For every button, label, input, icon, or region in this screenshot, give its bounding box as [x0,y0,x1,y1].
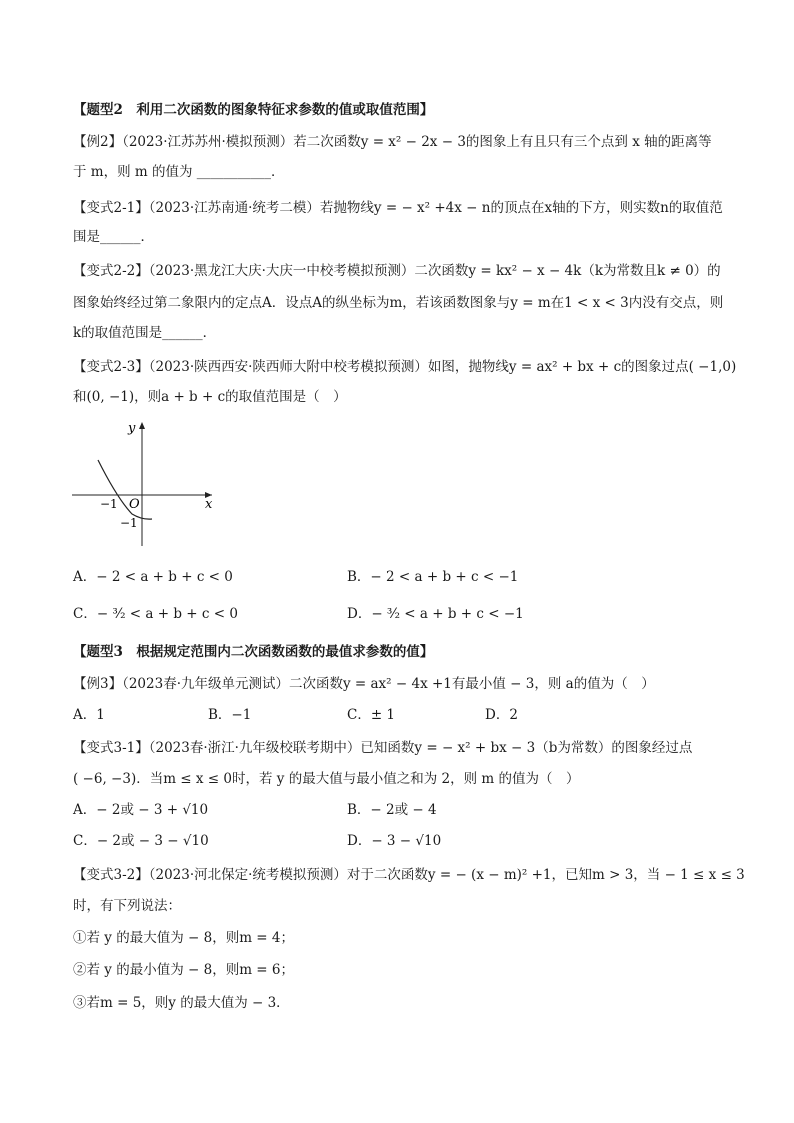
variant-3-1-line2: ( −6, −3)．当m ≤ x ≤ 0时，若 y 的最大值与最小值之和为 2，则 m 的值为（ ） [73,771,580,787]
option-3-1-C: C．− 2或 − 3 − √10 [73,833,209,849]
example-3-line1: 【例3】（2023春·九年级单元测试）二次函数y = ax² − 4x +1有最小值 − 3，则 a的值为（ ） [73,676,655,692]
statement-2: ②若 y 的最小值为 − 8，则m = 6； [73,962,294,978]
variant-2-1-line1: 【变式2-1】（2023·江苏南通·统考二模）若抛物线y = − x² +4x − n的顶点在x轴的下方，则实数n的取值范 [73,200,723,216]
option-2-3-D: D．− ³⁄₂ < a + b + c < −1 [347,606,524,622]
section-heading-type3: 【题型3 根据规定范围内二次函数函数的最值求参数的值】 [73,644,434,660]
variant-3-1-line1: 【变式3-1】（2023春·浙江·九年级校联考期中）已知函数y = − x² + bx − 3（b为常数）的图象经过点 [73,740,693,756]
y-axis-label: y [128,421,136,436]
x-axis-label: x [205,497,213,512]
variant-2-2-line3: k的取值范围是______． [73,325,217,341]
option-3-C: C．± 1 [347,707,396,723]
option-3-B: B．−1 [208,707,252,723]
option-2-3-C: C．− ³⁄₂ < a + b + c < 0 [73,606,238,622]
option-3-A: A．1 [73,707,105,723]
y-tick-label: −1 [120,516,138,530]
y-axis-arrow [139,422,145,429]
option-3-D: D．2 [485,707,518,723]
option-3-1-D: D．− 3 − √10 [347,833,442,849]
parabola-graph [62,418,222,553]
variant-2-1-line2: 围是______． [73,229,154,245]
example-2-line2: 于 m，则 m 的值为 ___________． [73,164,285,180]
option-2-3-A: A．− 2 < a + b + c < 0 [73,569,233,585]
statement-1: ①若 y 的最大值为 − 8，则m = 4； [73,930,294,946]
variant-2-3-line1: 【变式2-3】（2023·陕西西安·陕西师大附中校考模拟预测）如图，抛物线y = ax² + bx + c的图象过点( −1,0) [73,359,737,375]
variant-2-2-line2: 图象始终经过第二象限内的定点A．设点A的纵坐标为m，若该函数图象与y = m在1 < x < 3内没有交点，则 [73,295,724,311]
variant-3-2-line1: 【变式3-2】（2023·河北保定·统考模拟预测）对于二次函数y = − (x − m)² +1，已知m > 3，当 − 1 ≤ x ≤ 3 [73,867,745,883]
option-3-1-A: A．− 2或 − 3 + √10 [73,802,209,818]
x-tick-label: −1 [100,497,118,511]
variant-2-3-line2: 和(0, −1)，则a + b + c的取值范围是（ ） [73,389,347,405]
section-heading-type2: 【题型2 利用二次函数的图象特征求参数的值或取值范围】 [73,102,434,118]
variant-3-2-line2: 时，有下列说法： [73,898,181,914]
option-3-1-B: B．− 2或 − 4 [347,802,437,818]
example-2-line1: 【例2】（2023·江苏苏州·模拟预测）若二次函数y = x² − 2x − 3的图象上有且只有三个点到 x 轴的距离等 [73,134,712,150]
origin-label: O [129,497,140,512]
variant-2-2-line1: 【变式2-2】（2023·黑龙江大庆·大庆一中校考模拟预测）二次函数y = kx² − x − 4k（k为常数且k ≠ 0）的 [73,263,721,279]
statement-3: ③若m = 5，则y 的最大值为 − 3． [73,995,290,1011]
option-2-3-B: B．− 2 < a + b + c < −1 [347,569,519,585]
